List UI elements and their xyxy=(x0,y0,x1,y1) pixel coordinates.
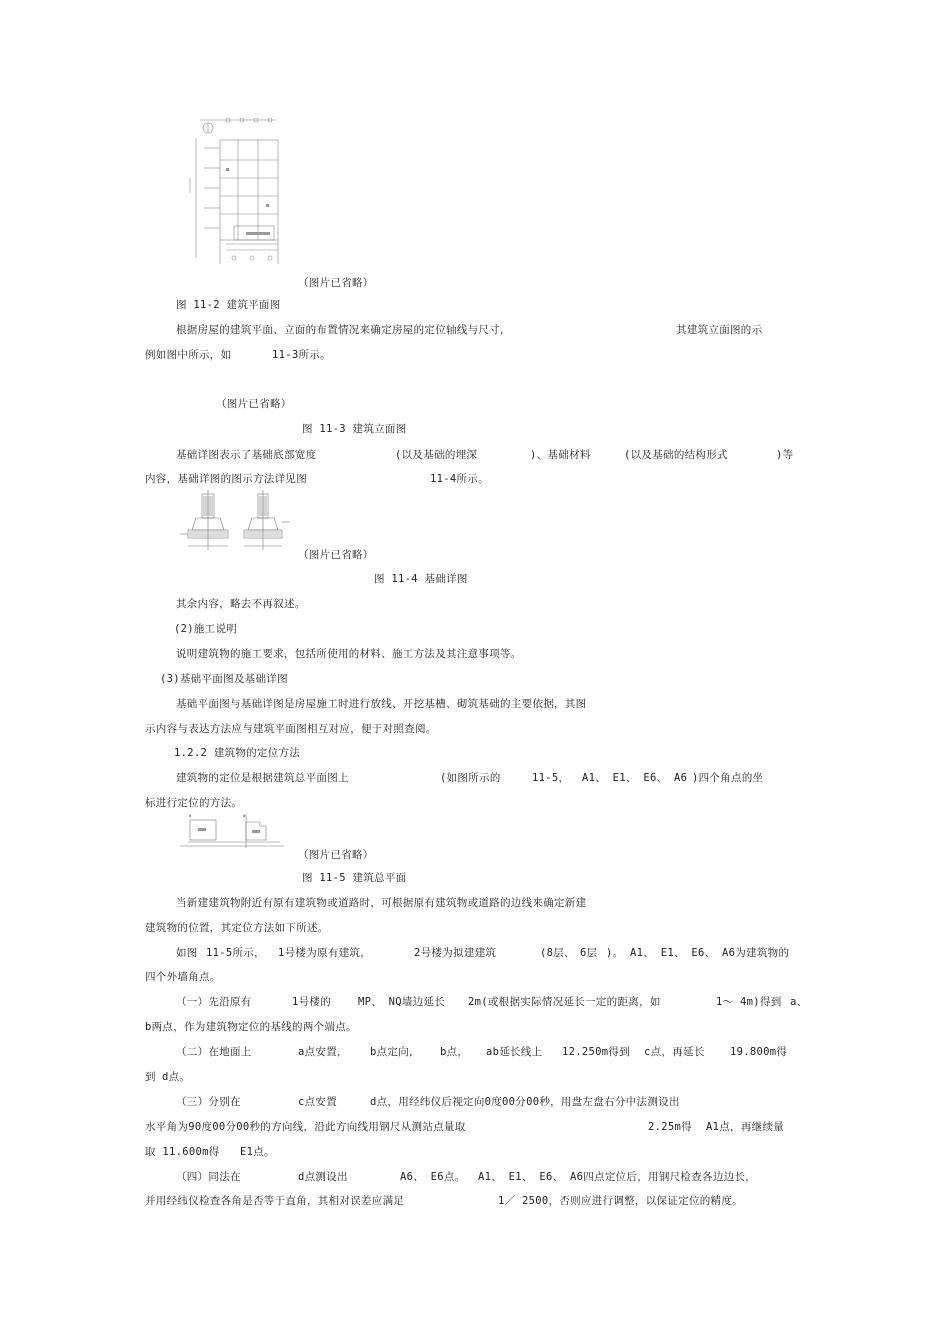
body-text: 11-4所示。 xyxy=(430,473,489,485)
body-text: a点安置， xyxy=(298,1046,348,1058)
body-text: 1～ 4m)得到 xyxy=(716,996,782,1008)
body-text: 如图 xyxy=(176,947,198,959)
figure-caption: 图 11-2 建筑平面图 xyxy=(176,299,281,311)
body-text: (以及基础的埋深 xyxy=(395,449,478,461)
body-text: 例如图中所示，如 xyxy=(145,349,232,361)
body-text: ab延长线上 xyxy=(486,1046,543,1058)
body-text: 12.250m得到 xyxy=(562,1046,630,1058)
body-text: )。 A1、 E1、 E6、 A6为建筑物的 xyxy=(606,947,790,959)
figure-caption: 图 11-5 建筑总平面 xyxy=(302,872,407,884)
body-text: 基础平面图与基础详图是房屋施工时进行放线、开挖基槽、砌筑基础的主要依据，其图 xyxy=(176,698,587,710)
section-heading: 1.2.2 建筑物的定位方法 xyxy=(174,747,301,759)
body-text: (如图所示的 xyxy=(440,772,501,784)
figure-placeholder: （图片已省略） xyxy=(298,849,374,861)
body-text: (8层、 xyxy=(540,947,575,959)
body-text: d点测设出 xyxy=(298,1171,348,1183)
body-text: )、基础材料 xyxy=(530,449,591,461)
body-text: 标进行定位的方法。 xyxy=(145,797,243,809)
body-text: b点定向， xyxy=(370,1046,420,1058)
body-text: 11-5， xyxy=(532,772,570,784)
body-text: 其建筑立面图的示 xyxy=(676,324,763,336)
body-text: 水平角为90度00分00秒的方向线，沿此方向线用钢尺从测站点量取 xyxy=(145,1121,466,1133)
body-text: a、 xyxy=(790,996,808,1008)
figure-caption: 图 11-4 基础详图 xyxy=(374,573,468,585)
body-text: 2号楼为拟建建筑 xyxy=(414,947,497,959)
body-text: 11-5所示， xyxy=(206,947,265,959)
body-text: A1、 E1、 E6、 A6 xyxy=(582,772,688,784)
foundation-detail-figure xyxy=(180,490,292,554)
body-text: （一）先沿原有 xyxy=(176,996,252,1008)
body-text: )等 xyxy=(776,449,794,461)
body-text: 11-3所示。 xyxy=(272,349,331,361)
body-text: 建筑物的定位是根据建筑总平面图上 xyxy=(176,772,349,784)
body-text: 当新建建筑物附近有原有建筑物或道路时，可根据原有建筑物或道路的边线来确定新建 xyxy=(176,897,587,909)
site-plan-figure xyxy=(180,812,284,850)
body-text: 并用经纬仪检查各角是否等于直角，其相对误差应满足 xyxy=(145,1195,405,1207)
body-text: 取 11.600m得 xyxy=(145,1146,220,1158)
body-text: （三）分别在 xyxy=(176,1096,241,1108)
body-text: 到 xyxy=(145,1071,156,1083)
body-text: A6、 E6点。 xyxy=(400,1171,466,1183)
body-text: 根据房屋的建筑平面、立面的布置情况来确定房屋的定位轴线与尺寸， xyxy=(176,324,511,336)
figure-placeholder: （图片已省略） xyxy=(298,277,374,289)
figure-placeholder: （图片已省略） xyxy=(298,549,374,561)
body-text: 19.800m得 xyxy=(730,1046,788,1058)
body-text: A1、 E1、 E6、 A6四点定位后，用钢尺检查各边边长， xyxy=(478,1171,757,1183)
body-text: 2.25m得 xyxy=(648,1121,692,1133)
body-text: d点。 xyxy=(162,1071,191,1083)
body-text: E1点。 xyxy=(240,1146,275,1158)
body-text: 说明建筑物的施工要求，包括所使用的材料、施工方法及其注意事项等。 xyxy=(176,648,522,660)
figure-caption: 图 11-3 建筑立面图 xyxy=(302,423,407,435)
body-text: c点，再延长 xyxy=(644,1046,705,1058)
body-text: 内容，基础详图的图示方法详见图 xyxy=(145,473,307,485)
section-heading: (3)基础平面图及基础详图 xyxy=(160,673,288,685)
body-text: A1点，再继续量 xyxy=(706,1121,785,1133)
body-text: c点安置 xyxy=(298,1096,338,1108)
body-text: b两点，作为建筑物定位的基线的两个端点。 xyxy=(145,1021,357,1033)
body-text: b点， xyxy=(440,1046,469,1058)
body-text: 1／ 2500，否则应进行调整，以保证定位的精度。 xyxy=(498,1195,743,1207)
body-text: 基础详图表示了基础底部宽度 xyxy=(176,449,317,461)
body-text: 示内容与表达方法应与建筑平面图相互对应，便于对照查阅。 xyxy=(145,723,437,735)
body-text: （二）在地面上 xyxy=(176,1046,252,1058)
body-text: 6层 xyxy=(580,947,598,959)
floor-plan-figure xyxy=(186,118,282,264)
body-text: 2m(或根据实际情况延长一定的距离，如 xyxy=(468,996,661,1008)
body-text: 建筑物的位置，其定位方法如下所述。 xyxy=(145,922,329,934)
body-text: d点，用经纬仪后视定向0度00分00秒，用盘左盘右分中法测设出 xyxy=(370,1096,680,1108)
body-text: 其余内容，略去不再叙述。 xyxy=(176,598,306,610)
figure-placeholder: （图片已省略） xyxy=(216,398,292,410)
body-text: )四个角点的坐 xyxy=(692,772,764,784)
body-text: 1号楼的 xyxy=(292,996,332,1008)
body-text: (以及基础的结构形式 xyxy=(624,449,728,461)
section-heading: (2)施工说明 xyxy=(174,623,238,635)
body-text: （四）同法在 xyxy=(176,1171,241,1183)
body-text: 四个外墙角点。 xyxy=(145,971,221,983)
body-text: 1号楼为原有建筑， xyxy=(278,947,372,959)
body-text: MP、 NQ墙边延长 xyxy=(358,996,446,1008)
